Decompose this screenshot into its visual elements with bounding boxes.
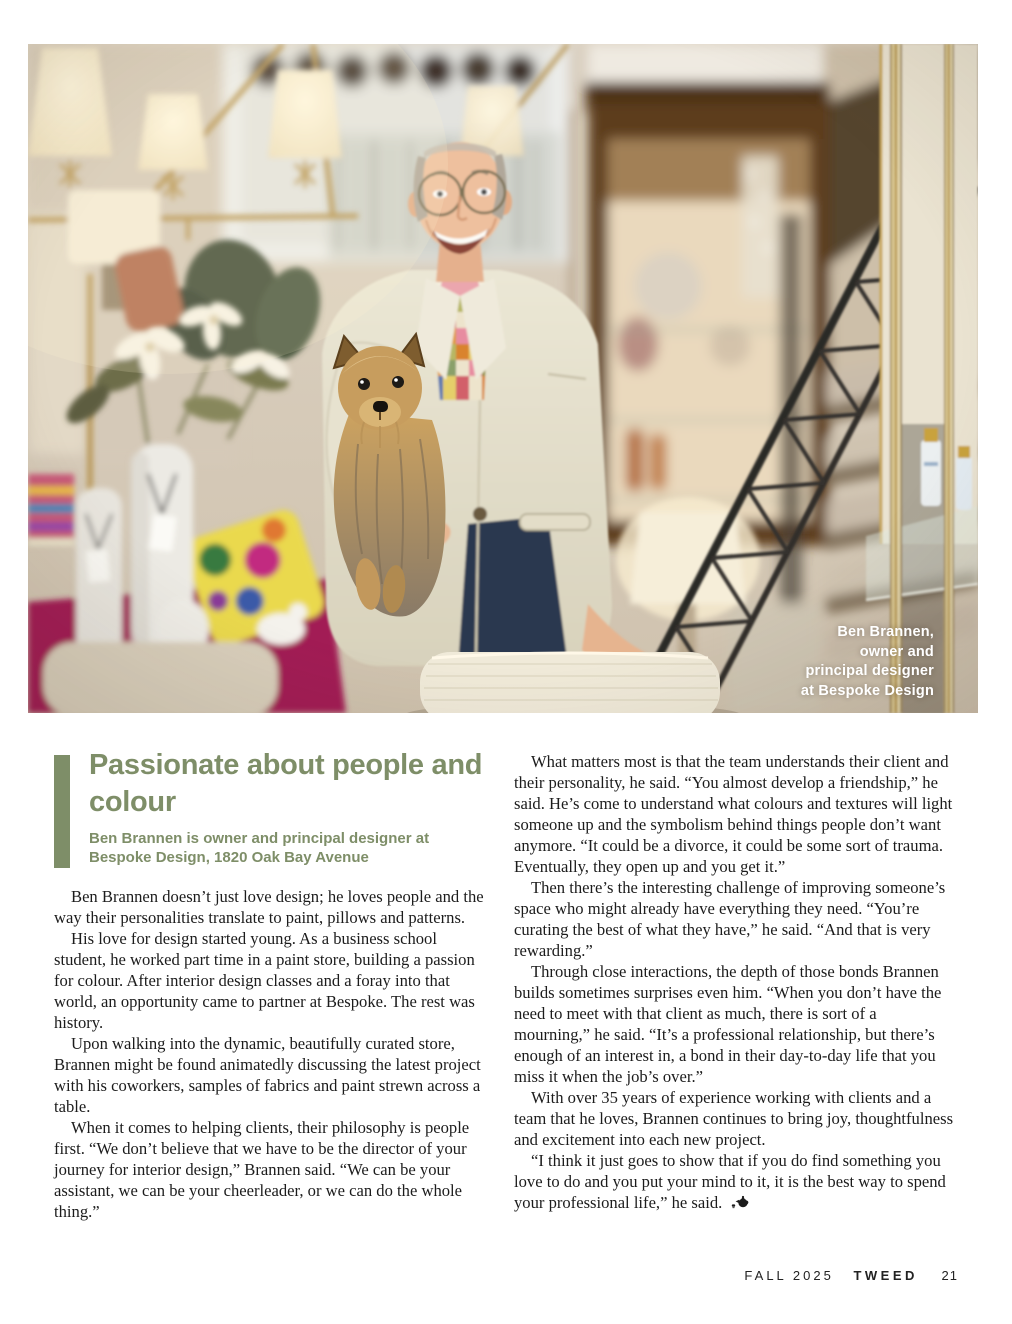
body-column-left	[54, 886, 491, 1222]
footer-magazine-name: TWEED	[853, 1268, 918, 1283]
article-subhead: Ben Brannen is owner and principal designer at Bespoke Design, 1820 Oak Bay Avenue	[89, 830, 430, 866]
body-column-right	[514, 751, 955, 1213]
headline-accent-bar	[54, 755, 70, 868]
body-paragraph-text: “I think it just goes to show that if you do find something you love to do and you put your mind to it, it is the best way to spend your professional life,” he said.	[514, 1151, 946, 1212]
body-paragraph: Upon walking into the dynamic, beautifully curated store, Brannen might be found animatedly discussing the latest project with his coworkers, samples of fabrics and paint strewn across a table.	[54, 1034, 481, 1116]
photo-caption-line: principal designer	[805, 663, 934, 679]
store-scene-illustration	[28, 44, 978, 713]
footer-issue: FALL 2025	[744, 1268, 834, 1283]
body-paragraph: His love for design started young. As a business school student, he worked part time in a paint store, building a passion for colour. After interior design classes and a foray into that world, an opportunity came to partner at Bespoke. The rest was history.	[54, 929, 475, 1032]
body-paragraph: When it comes to helping clients, their philosophy is people first. “We don’t believe that we have to be the director of your journey for interior design,” Brannen said. “We can be your assistant, we can be your cheerleader, or we can do the whole thing.”	[54, 1118, 470, 1221]
body-paragraph: What matters most is that the team understands their client and their personality, he said. “You almost develop a friendship,” he said. He’s come to understand what colours and textures will light someone up and the symbolism behind things people don’t want anymore. “It could be a divorce, it could be some sort of trauma. Eventually, they open up and you get it.”	[514, 752, 953, 876]
article-headline: Passionate about people and colour	[89, 749, 483, 818]
teapot-endmark-icon	[731, 1195, 749, 1209]
body-paragraph: Through close interactions, the depth of those bonds Brannen builds sometimes surprises even him. “When you don’t have the need to meet with that client as much, there is sort of a mourning,” he said. “It’s a professional relationship, but there’s enough of an interest in, a bond in their day-to-day life that you miss it when the job’s over.”	[514, 962, 942, 1086]
body-paragraph	[514, 1150, 955, 1213]
photo-caption	[801, 623, 934, 701]
body-paragraph: With over 35 years of experience working with clients and a team that he loves, Brannen continues to bring joy, thoughtfulness and excitement into each new project.	[514, 1088, 954, 1149]
photo-caption-line: owner and	[859, 643, 934, 660]
feature-photo	[28, 44, 978, 713]
photo-caption-line: at Bespoke Design	[800, 682, 934, 699]
footer-page-number: 21	[941, 1268, 958, 1283]
body-paragraph: Ben Brannen doesn’t just love design; he loves people and the way their personalities translate to paint, pillows and patterns.	[54, 887, 484, 927]
body-paragraph: Then there’s the interesting challenge of improving someone’s space who might already have everything they need. “You’re curating the best of what they have,” he said. “And that is very rewarding.”	[514, 878, 946, 960]
page-footer	[744, 1268, 958, 1283]
photo-caption-line: Ben Brannen,	[837, 624, 934, 640]
